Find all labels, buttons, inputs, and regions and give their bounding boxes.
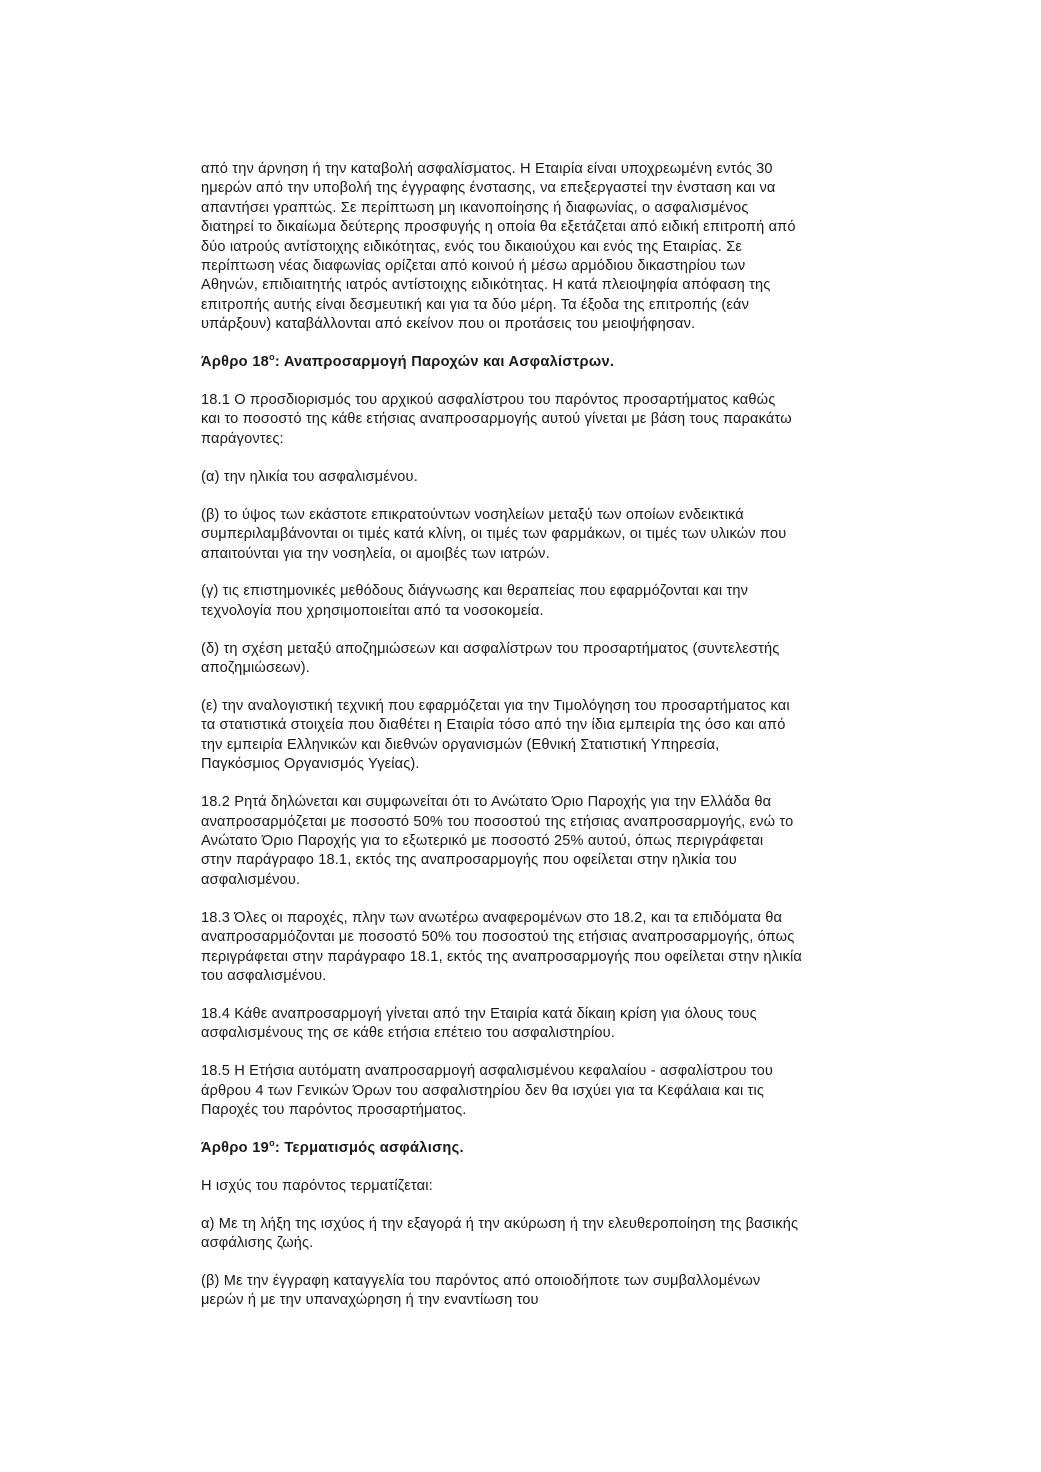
- text-line: παράγοντες:: [201, 430, 284, 447]
- item-e: [201, 697, 901, 775]
- text-line: Η ισχύς του παρόντος τερματίζεται:: [201, 1177, 433, 1194]
- item-d: [201, 640, 901, 679]
- item-c: [201, 582, 901, 621]
- text-line: αποζημιώσεων).: [201, 660, 310, 677]
- text-line: 18.2 Ρητά δηλώνεται και συμφωνείται ότι το Ανώτατο Όριο Παροχής για την Ελλάδα θα: [201, 794, 772, 811]
- text-line: περίπτωση νέας διαφωνίας ορίζεται από κοινού ή μέσω αρμόδιου δικαστηρίου των: [201, 258, 746, 275]
- text-line: τεχνολογία που χρησιμοποιείται από τα νοσοκομεία.: [201, 602, 544, 619]
- text-line: και το ποσοστό της κάθε ετήσιας αναπροσαρμογής αυτού γίνεται με βάση τους παρακάτω: [201, 411, 792, 428]
- text-line: υπάρξουν) καταβάλλονται από εκείνον που οι προτάσεις του μειοψήφησαν.: [201, 316, 696, 333]
- text-line: δύο ιατρούς αντίστοιχης ειδικότητας, ενός του δικαιούχου και ενός της Εταιρίας. Σε: [201, 238, 743, 255]
- heading-prefix: Άρθρο 19: [201, 1139, 270, 1156]
- text-line: αναπροσαρμόζεται με ποσοστό 50% του ποσοστού της ετήσιας αναπροσαρμογής, ενώ το: [201, 813, 794, 830]
- text-line: Παροχές του παρόντος προσαρτήματος.: [201, 1101, 467, 1118]
- text-line: (α) την ηλικία του ασφαλισμένου.: [201, 468, 418, 485]
- item-a: [201, 468, 901, 487]
- text-line: του ασφαλισμένου.: [201, 967, 327, 984]
- document-page: [201, 160, 901, 1329]
- text-line: ασφαλισμένους της σε κάθε ετήσια επέτειο του ασφαλιστηρίου.: [201, 1025, 615, 1042]
- article-19-heading: [201, 1139, 901, 1158]
- text-line: ασφαλισμένου.: [201, 871, 301, 888]
- heading-ordinal: ο: [269, 352, 275, 363]
- paragraph-18-5: [201, 1062, 901, 1120]
- text-line: (γ) τις επιστημονικές μεθόδους διάγνωσης και θεραπείας που εφαρμόζονται και την: [201, 583, 749, 600]
- item-b: [201, 506, 901, 564]
- text-line: (ε) την αναλογιστική τεχνική που εφαρμόζεται για την Τιμολόγηση του προσαρτήματος και: [201, 698, 790, 715]
- text-line: συμπεριλαμβάνονται οι τιμές κατά κλίνη, οι τιμές των φαρμάκων, οι τιμές των υλικών που: [201, 526, 787, 543]
- text-line: διατηρεί το δικαίωμα δεύτερης προσφυγής η οποία θα εξετάζεται από ειδική επιτροπή από: [201, 219, 796, 236]
- intro-paragraph: [201, 160, 901, 335]
- text-line: από την άρνηση ή την καταβολή ασφαλίσματος. Η Εταιρία είναι υποχρεωμένη εντός 30: [201, 161, 773, 177]
- text-line: (β) Με την έγγραφη καταγγελία του παρόντος από οποιοδήποτε των συμβαλλομένων: [201, 1272, 761, 1289]
- article-19-item-b: [201, 1272, 901, 1311]
- text-line: την εμπειρία Ελληνικών και διεθνών οργανισμών (Εθνική Στατιστική Υπηρεσία,: [201, 736, 720, 753]
- heading-prefix: Άρθρο 18: [201, 354, 270, 371]
- paragraph-18-3: [201, 909, 901, 987]
- heading-suffix: : Τερματισμός ασφάλισης.: [274, 1139, 464, 1156]
- text-line: 18.5 Η Ετήσια αυτόματη αναπροσαρμογή ασφαλισμένου κεφαλαίου - ασφαλίστρου του: [201, 1063, 773, 1080]
- paragraph-18-1: [201, 391, 901, 449]
- text-line: Παγκόσμιος Οργανισμός Υγείας).: [201, 756, 420, 773]
- text-line: 18.4 Κάθε αναπροσαρμογή γίνεται από την Εταιρία κατά δίκαιη κρίση για όλους τους: [201, 1005, 757, 1022]
- article-19-intro: [201, 1177, 901, 1196]
- paragraph-18-4: [201, 1005, 901, 1044]
- text-line: ημερών από την υποβολή της έγγραφης ένστασης, να επεξεργαστεί την ένσταση και να: [201, 180, 776, 197]
- text-line: επιτροπής αυτής είναι δεσμευτική και για τα δύο μέρη. Τα έξοδα της επιτροπής (εάν: [201, 296, 750, 313]
- article-18-heading: [201, 353, 901, 372]
- text-line: απαντήσει γραπτώς. Σε περίπτωση μη ικανοποίησης ή διαφωνίας, ο ασφαλισμένος: [201, 199, 749, 216]
- text-line: 18.3 Όλες οι παροχές, πλην των ανωτέρω αναφερομένων στο 18.2, και τα επιδόματα θα: [201, 909, 783, 926]
- heading-suffix: : Αναπροσαρμογή Παροχών και Ασφαλίστρων.: [274, 354, 615, 371]
- heading-ordinal: ο: [269, 1137, 275, 1148]
- text-line: 18.1 Ο προσδιορισμός του αρχικού ασφαλίστρου του παρόντος προσαρτήματος καθώς: [201, 392, 776, 409]
- paragraph-18-2: [201, 793, 901, 890]
- text-line: α) Με τη λήξη της ισχύος ή την εξαγορά ή την ακύρωση ή την ελευθεροποίηση της βασικής: [201, 1215, 799, 1232]
- text-line: Αθηνών, επιδιαιτητής ιατρός αντίστοιχης ειδικότητας. Η κατά πλειοψηφία απόφαση της: [201, 277, 771, 294]
- text-line: απαιτούνται για την νοσηλεία, οι αμοιβές των ιατρών.: [201, 545, 550, 562]
- text-line: άρθρου 4 των Γενικών Όρων του ασφαλιστηρίου δεν θα ισχύει για τα Κεφάλαια και τις: [201, 1082, 765, 1099]
- text-line: αναπροσαρμόζονται με ποσοστό 50% του ποσοστού της ετήσιας αναπροσαρμογής, όπως: [201, 929, 795, 946]
- text-line: τα στατιστικά στοιχεία που διαθέτει η Εταιρία τόσο από την ίδια εμπειρία της όσο και από: [201, 717, 786, 734]
- text-line: περιγράφεται στην παράγραφο 18.1, εκτός της αναπροσαρμογής που οφείλεται στην ηλικία: [201, 948, 802, 965]
- text-line: μερών ή με την υπαναχώρηση ή την εναντίωση του: [201, 1292, 539, 1309]
- text-line: ασφάλισης ζωής.: [201, 1235, 314, 1252]
- article-19-item-a: [201, 1215, 901, 1254]
- text-line: στην παράγραφο 18.1, εκτός της αναπροσαρμογής που οφείλεται στην ηλικία του: [201, 852, 737, 869]
- text-line: Ανώτατο Όριο Παροχής για το εξωτερικό με ποσοστό 25% αυτού, όπως περιγράφεται: [201, 832, 764, 849]
- text-line: (β) το ύψος των εκάστοτε επικρατούντων νοσηλείων μεταξύ των οποίων ενδεικτικά: [201, 506, 744, 523]
- text-line: (δ) τη σχέση μεταξύ αποζημιώσεων και ασφαλίστρων του προσαρτήματος (συντελεστής: [201, 640, 780, 657]
